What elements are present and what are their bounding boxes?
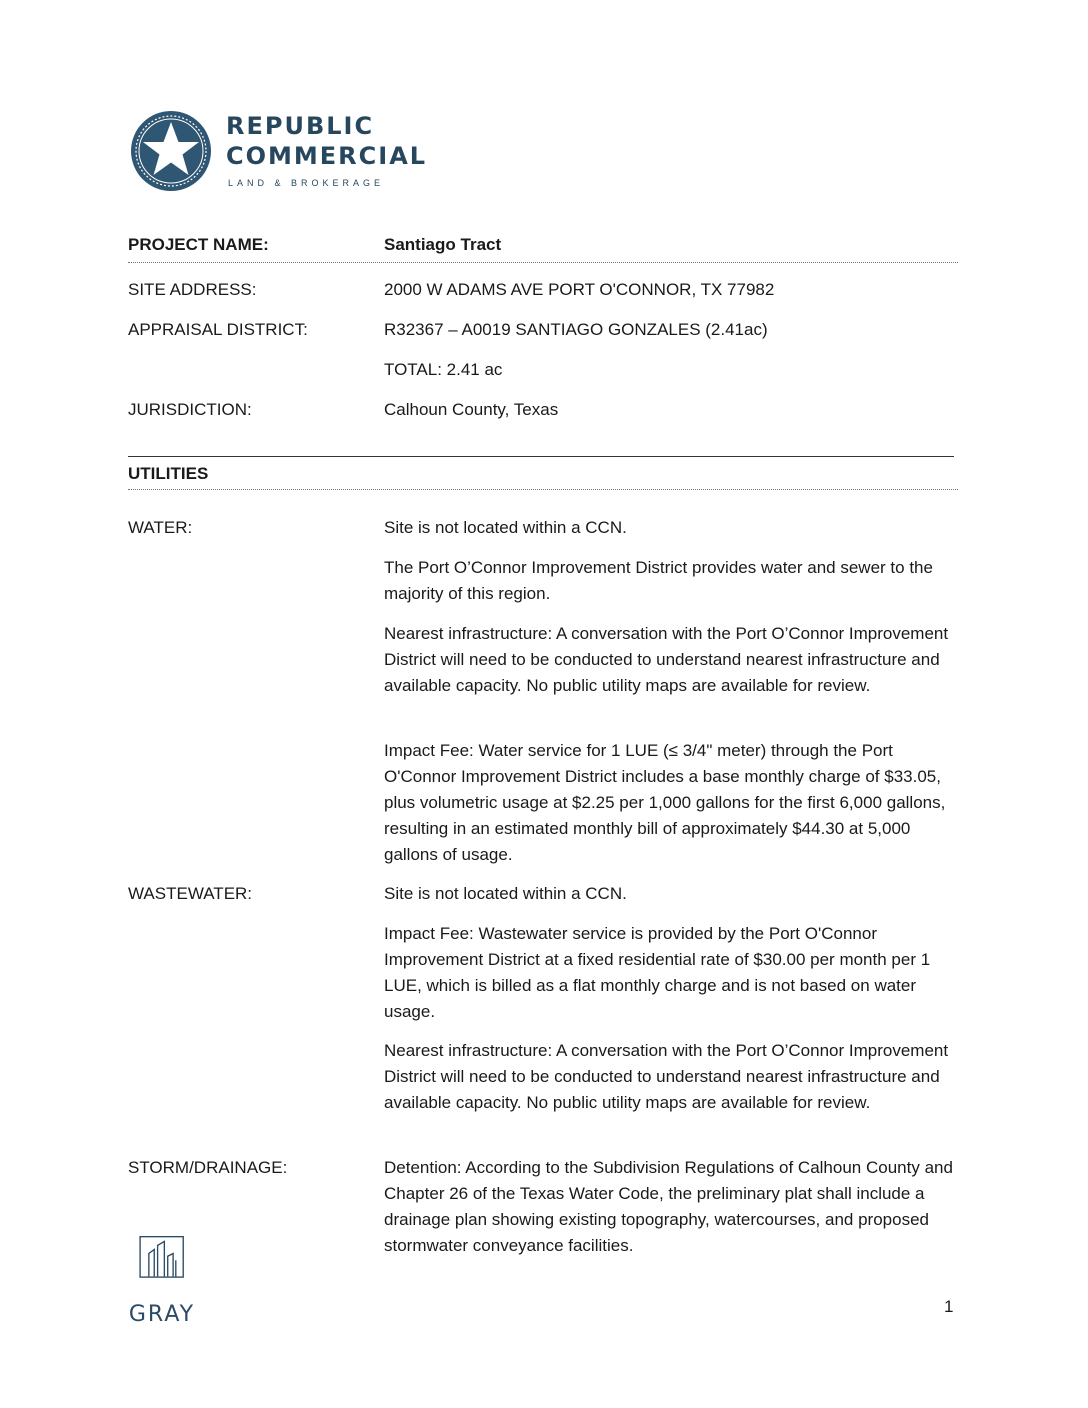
republic-commercial-logo (130, 110, 470, 195)
project-name-label: PROJECT NAME: (128, 235, 269, 254)
brand-subtitle: LAND & BROKERAGE (228, 178, 385, 188)
water-para: Impact Fee: Water service for 1 LUE (≤ 3/4" meter) through the Port O'Connor Improvement District includes a base monthly charge of $33.05, plus volumetric usage at $2.25 per 1,000 gallons for the first 6,000 gallons, resulting in an estimated monthly bill of approximately $44.30 at 5,000 gallons of usage. (384, 741, 946, 864)
site-address-label: SITE ADDRESS: (128, 280, 257, 299)
utilities-heading: UTILITIES (128, 464, 209, 483)
water-para: Site is not located within a CCN. (384, 518, 627, 537)
project-name-value: Santiago Tract (384, 235, 502, 254)
divider (128, 262, 958, 263)
storm-para: Detention: According to the Subdivision Regulations of Calhoun County and Chapter 26 of the Texas Water Code, the preliminary plat shall include a drainage plan showing existing topography, watercourses, and proposed stormwater conveyance facilities. (384, 1158, 953, 1255)
star-seal-icon (130, 110, 212, 192)
water-para: The Port O’Connor Improvement District provides water and sewer to the majority of this region. (384, 558, 933, 603)
divider (128, 489, 958, 490)
jurisdiction-value: Calhoun County, Texas (384, 400, 559, 419)
section-divider (128, 456, 954, 457)
appraisal-value: R32367 – A0019 SANTIAGO GONZALES (2.41ac) (384, 320, 768, 339)
jurisdiction-label: JURISDICTION: (128, 400, 252, 419)
wastewater-label: WASTEWATER: (128, 884, 253, 903)
total-value: TOTAL: 2.41 ac (384, 360, 503, 379)
brand-line-commercial: COMMERCIAL (226, 142, 428, 170)
water-label: WATER: (128, 518, 193, 537)
gray-building-logo-icon (128, 1236, 198, 1298)
appraisal-label: APPRAISAL DISTRICT: (128, 320, 308, 339)
site-address-value: 2000 W ADAMS AVE PORT O'CONNOR, TX 77982 (384, 280, 775, 299)
brand-line-republic: REPUBLIC (226, 112, 375, 140)
wastewater-para: Nearest infrastructure: A conversation with the Port O’Connor Improvement District will need to be conducted to understand nearest infrastructure and available capacity. No public utility maps are available for review. (384, 1041, 949, 1112)
page-number: 1 (944, 1297, 954, 1316)
storm-label: STORM/DRAINAGE: (128, 1158, 288, 1177)
water-para: Nearest infrastructure: A conversation with the Port O’Connor Improvement District will need to be conducted to understand nearest infrastructure and available capacity. No public utility maps are available for review. (384, 624, 949, 695)
gray-logo-text: GRAY (128, 1302, 196, 1327)
wastewater-para: Site is not located within a CCN. (384, 884, 627, 903)
wastewater-para: Impact Fee: Wastewater service is provided by the Port O'Connor Improvement District at a fixed residential rate of $30.00 per month per 1 LUE, which is billed as a flat monthly charge and is not based on water usage. (384, 924, 931, 1021)
